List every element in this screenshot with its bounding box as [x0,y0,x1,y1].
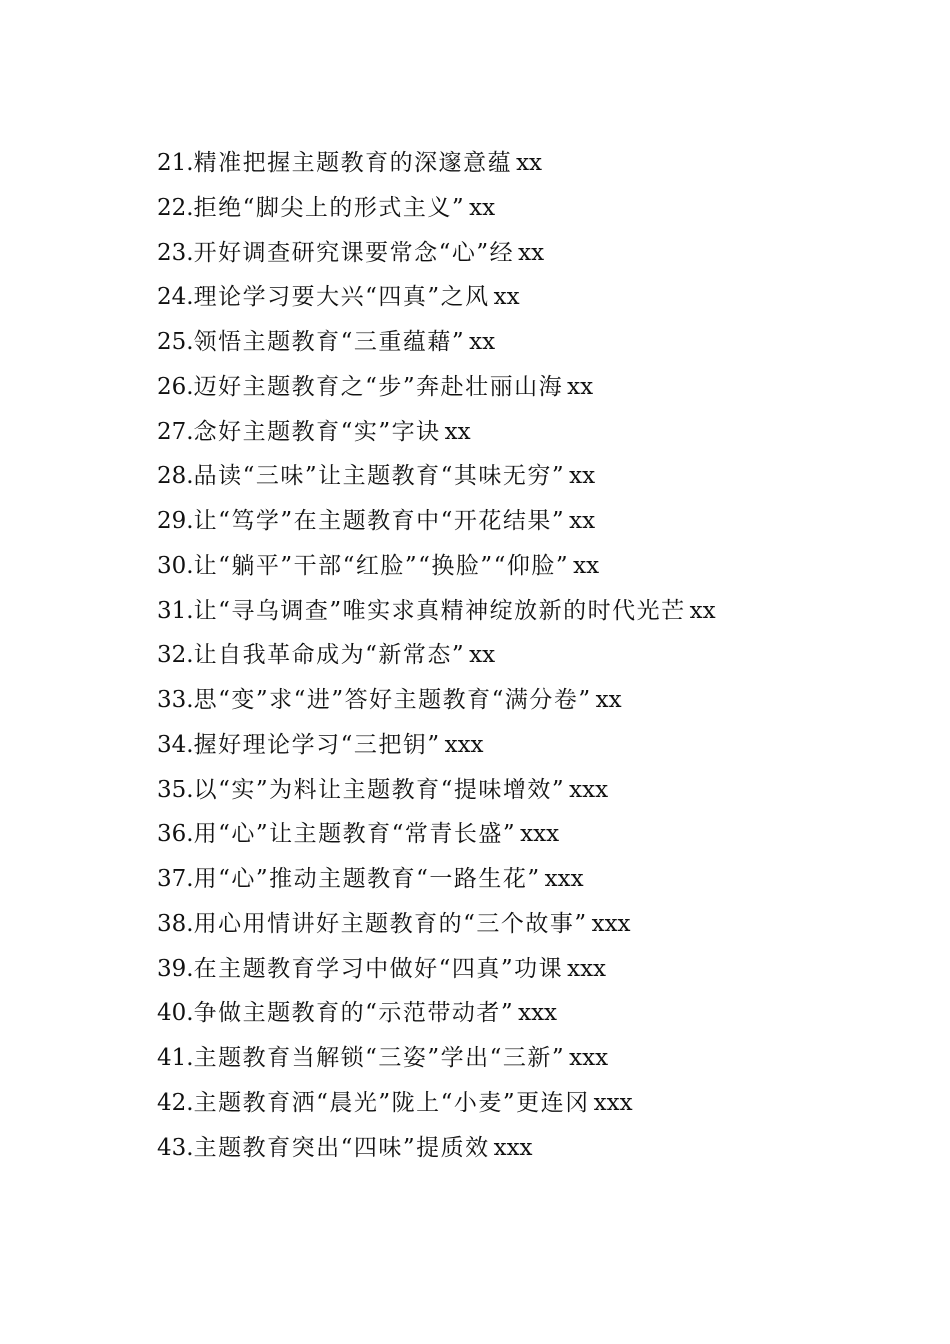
item-number: 43. [157,1134,194,1161]
item-suffix: xx [567,373,594,400]
item-suffix: xx [469,642,496,669]
item-text: 用心用情讲好主题教育的“三个故事” [193,910,588,937]
item-number: 27. [157,418,194,445]
item-text: 品读“三味”让主题教育“其味无穷” [193,463,566,490]
item-number: 40. [157,1000,194,1027]
item-text: 让“笃学”在主题教育中“开花结果” [193,508,566,534]
item-text: 以“实”为料让主题教育“提味增效” [193,776,566,803]
item-text: 让“躺平”干部“红脸”“换脸”“仰脸” [193,552,570,579]
item-number: 37. [157,866,194,892]
item-number: 22. [157,194,194,221]
item-text: 主题教育突出“四味”提质效 [193,1134,490,1161]
item-suffix: xxx [593,1089,633,1116]
item-suffix: xx [518,239,545,266]
list-item [157,275,716,320]
list-item [157,902,716,947]
item-number: 32. [157,642,194,669]
item-suffix: xxx [444,731,484,758]
item-text: 在主题教育学习中做好“四真”功课 [193,955,564,982]
list-item [157,678,716,723]
item-text: 理论学习要大兴“四真”之风 [193,284,490,311]
item-text: 主题教育洒“晨光”陇上“小麦”更连冈 [193,1089,590,1116]
item-text: 精准把握主题教育的深邃意蕴 [193,150,513,176]
list-item [157,186,716,231]
list-item [157,1081,716,1126]
list-item [157,633,716,678]
item-suffix: xx [569,508,596,534]
item-suffix: xxx [567,955,607,982]
item-text: 主题教育当解锁“三姿”学出“三新” [193,1045,566,1071]
list-item [157,454,716,499]
item-number: 39. [157,955,194,982]
item-text: 用“心”推动主题教育“一路生花” [193,866,541,892]
item-number: 35. [157,776,194,803]
item-number: 36. [157,821,194,848]
item-number: 38. [157,910,194,937]
title-list [157,141,716,1170]
list-item [157,589,716,634]
list-item [157,1126,716,1171]
list-item [157,410,716,455]
item-number: 41. [157,1045,194,1071]
item-suffix: xxx [544,866,584,892]
item-text: 争做主题教育的“示范带动者” [193,1000,515,1027]
item-text: 用“心”让主题教育“常青长盛” [193,821,517,848]
list-item [157,544,716,589]
item-suffix: xx [469,329,496,355]
item-number: 23. [157,239,194,266]
item-text: 让“寻乌调查”唯实求真精神绽放新的时代光芒 [193,597,686,624]
item-suffix: xxx [591,910,631,937]
item-suffix: xxx [493,1134,533,1161]
item-text: 让自我革命成为“新常态” [193,642,466,669]
item-suffix: xxx [569,776,609,803]
list-item [157,857,716,902]
item-suffix: xxx [518,1000,558,1027]
list-item [157,947,716,992]
item-number: 29. [157,508,194,534]
item-text: 拒绝“脚尖上的形式主义” [193,194,466,221]
list-item [157,723,716,768]
item-suffix: xxx [520,821,560,848]
item-text: 思“变”求“进”答好主题教育“满分卷” [193,687,592,713]
item-text: 念好主题教育“实”字诀 [193,418,441,445]
item-suffix: xx [444,418,471,445]
list-item [157,141,716,186]
item-text: 迈好主题教育之“步”奔赴壮丽山海 [193,373,564,400]
list-item [157,1036,716,1081]
item-suffix: xx [493,284,520,311]
list-item [157,812,716,857]
list-item [157,768,716,813]
list-item [157,499,716,544]
list-item [157,320,716,365]
item-number: 42. [157,1089,194,1116]
item-number: 26. [157,373,194,400]
item-suffix: xx [569,463,596,490]
item-text: 领悟主题教育“三重蕴藉” [193,329,466,355]
item-suffix: xx [689,597,716,624]
item-number: 28. [157,463,194,490]
item-text: 开好调查研究课要常念“心”经 [193,239,515,266]
item-text: 握好理论学习“三把钥” [193,731,441,758]
item-suffix: xx [469,194,496,221]
item-number: 34. [157,731,194,758]
list-item [157,991,716,1036]
item-suffix: xx [516,150,543,176]
list-item [157,231,716,276]
item-number: 24. [157,284,194,311]
item-number: 21. [157,150,194,176]
item-suffix: xx [595,687,622,713]
item-number: 31. [157,597,194,624]
item-number: 30. [157,552,194,579]
list-item [157,365,716,410]
item-suffix: xxx [569,1045,609,1071]
item-number: 25. [157,329,194,355]
item-suffix: xx [573,552,600,579]
item-number: 33. [157,687,194,713]
